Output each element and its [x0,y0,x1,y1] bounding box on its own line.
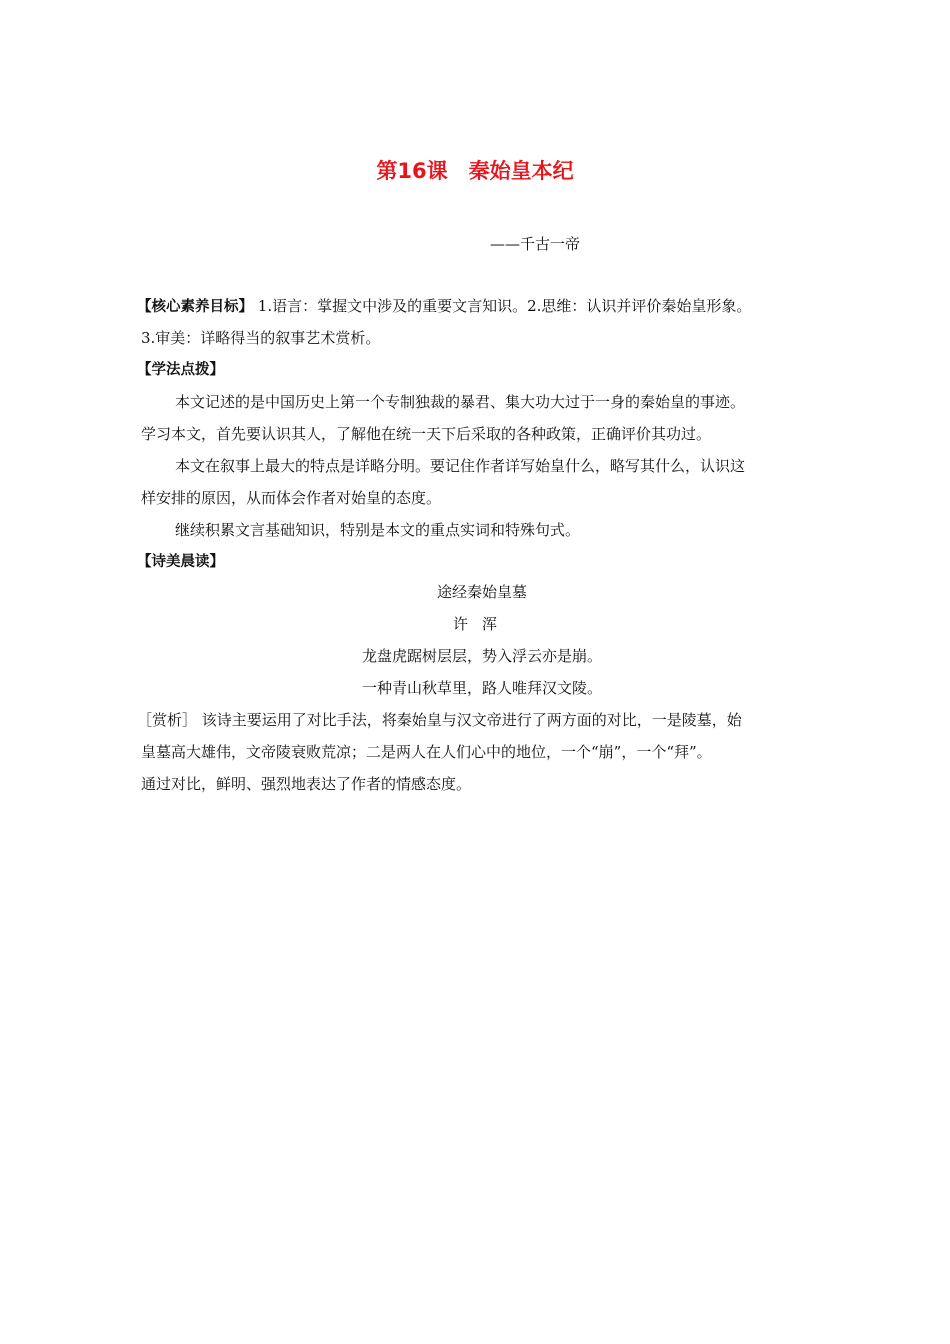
goals-line-1 [137,290,827,322]
appreciation-line-1 [137,704,827,736]
method-p1-line-1: 本文记述的是中国历史上第一个专制独裁的暴君、集大功大过于一身的秦始皇的事迹。 [175,393,746,411]
poem-verse-1: 龙盘虎踞树层层，势入浮云亦是崩。 [361,647,602,665]
poetry-heading: 【诗美晨读】 [137,554,224,570]
goals-section [137,290,827,354]
method-p2-line-1: 本文在叙事上最大的特点是详略分明。要记住作者详写始皇什么，略写其什么，认识这 [175,457,746,475]
method-p1-line-2: 学习本文，首先要认识其人，了解他在统一天下后采取的各种政策，正确评价其功过。 [141,425,712,443]
appreciation-label: ［赏析］ [137,711,198,729]
appreciation-line-2: 皇墓高大雄伟，文帝陵衰败荒凉；二是两人在人们心中的地位，一个“崩”，一个“拜”。 [141,743,712,761]
poem-author: 许浑 [452,615,511,633]
goals-text-1: 1.语言：掌握文中涉及的重要文言知识。2.思维：认识并评价秦始皇形象。 [257,297,752,315]
page-title: 第16课 秦始皇本纪 [376,159,574,183]
appreciation-line-3: 通过对比，鲜明、强烈地表达了作者的情感态度。 [141,775,472,793]
method-p2-line-2: 样安排的原因，从而体会作者对始皇的态度。 [141,489,442,507]
goals-line-2: 3.审美：详略得当的叙事艺术赏析。 [141,329,381,347]
goals-heading: 【核心素养目标】 [137,299,253,315]
method-p3-line-1: 继续积累文言基础知识，特别是本文的重点实词和特殊句式。 [175,521,581,539]
poem-block [137,576,827,704]
method-heading: 【学法点拨】 [137,362,224,378]
poem-title: 途经秦始皇墓 [436,583,527,601]
poetry-heading-block [137,546,827,578]
poem-verse-2: 一种青山秋草里，路人唯拜汉文陵。 [361,679,602,697]
method-section [137,354,827,546]
page-subtitle: ——千古一帝 [490,235,581,253]
appreciation-section [137,704,827,800]
appreciation-text-1: 该诗主要运用了对比手法，将秦始皇与汉文帝进行了两方面的对比，一是陵墓，始 [201,711,742,729]
